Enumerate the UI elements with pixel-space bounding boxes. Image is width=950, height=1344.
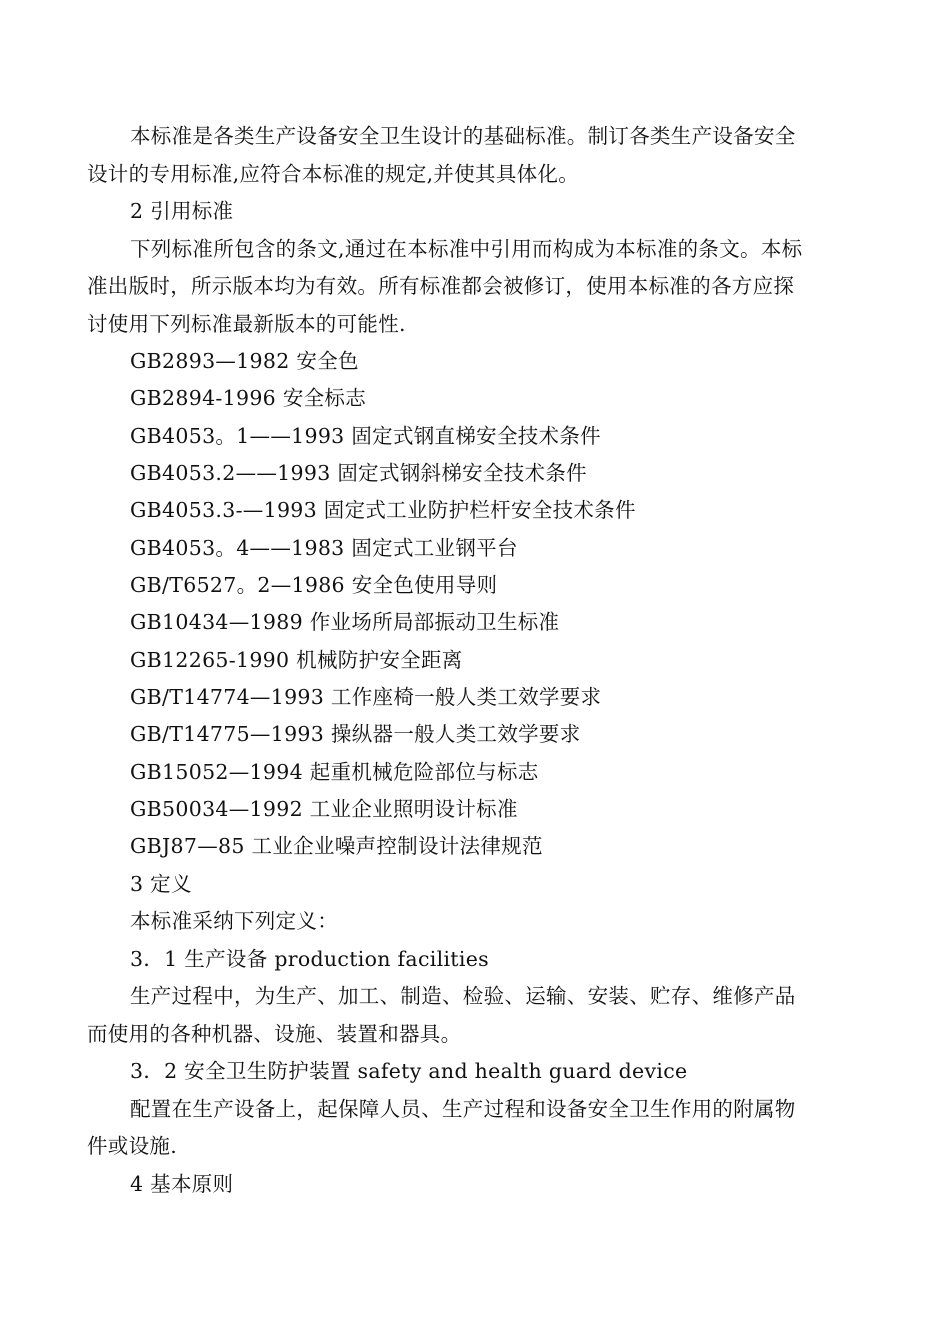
reference-item: GB/T6527。2—1986 安全色使用导则	[130, 573, 498, 597]
definition-3-2-heading: 3．2 安全卫生防护装置 safety and health guard device	[130, 1059, 688, 1083]
reference-item: GB/T14774—1993 工作座椅一般人类工效学要求	[130, 685, 602, 709]
reference-item: GB4053。4——1983 固定式工业钢平台	[130, 536, 518, 560]
reference-item: GB2893—1982 安全色	[130, 349, 359, 373]
scope-paragraph-line: 设计的专用标准,应符合本标准的规定,并使其具体化。	[87, 162, 580, 186]
definition-3-1-line: 生产过程中，为生产、加工、制造、检验、运输、安装、贮存、维修产品	[130, 984, 796, 1008]
reference-item: GB15052—1994 起重机械危险部位与标志	[130, 760, 539, 784]
section-2-heading: 2 引用标准	[130, 199, 234, 223]
section-2-paragraph-line: 准出版时，所示版本均为有效。所有标准都会被修订，使用本标准的各方应探	[87, 274, 795, 298]
section-2-paragraph-line: 讨使用下列标准最新版本的可能性.	[87, 312, 406, 336]
definition-3-1-heading: 3．1 生产设备 production facilities	[130, 947, 489, 971]
reference-item: GB4053.3-—1993 固定式工业防护栏杆安全技术条件	[130, 498, 636, 522]
definition-3-2-line: 件或设施.	[87, 1134, 178, 1158]
reference-item: GB12265-1990 机械防护安全距离	[130, 648, 463, 672]
scope-paragraph-line: 本标准是各类生产设备安全卫生设计的基础标准。制订各类生产设备安全	[130, 124, 796, 148]
section-3-intro: 本标准采纳下列定义：	[130, 909, 338, 933]
reference-item: GB2894-1996 安全标志	[130, 386, 367, 410]
reference-item: GB4053.2——1993 固定式钢斜梯安全技术条件	[130, 461, 587, 485]
reference-item: GB/T14775—1993 操纵器一般人类工效学要求	[130, 722, 581, 746]
section-3-heading: 3 定义	[130, 872, 192, 896]
reference-item: GB4053。1——1993 固定式钢直梯安全技术条件	[130, 424, 601, 448]
section-4-heading: 4 基本原则	[130, 1172, 234, 1196]
definition-3-1-line: 而使用的各种机器、设施、装置和器具。	[87, 1022, 462, 1046]
reference-item: GBJ87—85 工业企业噪声控制设计法律规范	[130, 834, 543, 858]
section-2-paragraph-line: 下列标准所包含的条文,通过在本标准中引用而构成为本标准的条文。本标	[130, 237, 803, 261]
reference-item: GB50034—1992 工业企业照明设计标准	[130, 797, 518, 821]
reference-item: GB10434—1989 作业场所局部振动卫生标准	[130, 610, 560, 634]
definition-3-2-line: 配置在生产设备上，起保障人员、生产过程和设备安全卫生作用的附属物	[130, 1097, 796, 1121]
